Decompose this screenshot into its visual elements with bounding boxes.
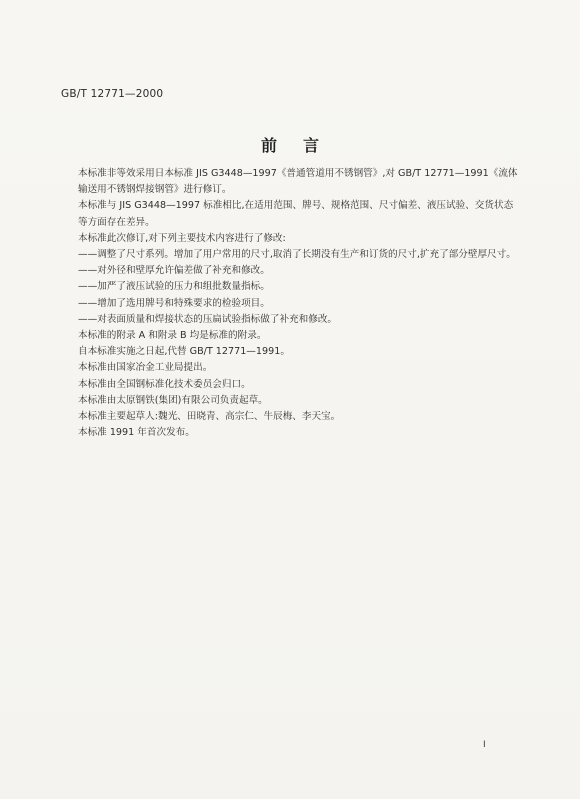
paragraph-revision-intro: 本标准此次修订,对下列主要技术内容进行了修改: <box>78 232 286 244</box>
paragraph-differences: 本标准与 JIS G3448—1997 标准相比,在适用范围、牌号、规格范围、尺寸偏差、液压试验、交货状态等方面存在差异。 <box>78 200 514 228</box>
paragraph-annexes: 本标准的附录 A 和附录 B 均是标准的附录。 <box>78 330 267 342</box>
page-number: I <box>483 740 486 750</box>
standard-code: GB/T 12771—2000 <box>61 88 164 100</box>
foreword-body <box>78 166 520 441</box>
page-title: 前言 <box>260 136 345 155</box>
list-item-tolerance: ——对外径和壁厚允许偏差做了补充和修改。 <box>78 265 270 277</box>
paragraph-adoption: 本标准非等效采用日本标准 JIS G3448—1997《普通管道用不锈钢管》,对 GB/T 12771—1991《流体输送用不锈钢焊接钢管》进行修订。 <box>78 168 518 196</box>
list-item-inspection: ——增加了选用牌号和特殊要求的检验项目。 <box>78 297 270 309</box>
paragraph-drafted-by: 本标准由太原钢铁(集团)有限公司负责起草。 <box>78 394 268 406</box>
list-item-size-series: ——调整了尺寸系列。增加了用户常用的尺寸,取消了长期没有生产和订货的尺寸,扩充了部分壁厚尺寸。 <box>78 249 516 261</box>
paragraph-drafters: 本标准主要起草人:魏光、田晓青、高宗仁、牛辰梅、李天宝。 <box>78 411 341 423</box>
paragraph-replaces: 自本标准实施之日起,代替 GB/T 12771—1991。 <box>78 346 290 358</box>
paragraph-proposed-by: 本标准由国家冶金工业局提出。 <box>78 362 213 374</box>
paragraph-centralized-by: 本标准由全国钢标准化技术委员会归口。 <box>78 378 251 390</box>
list-item-surface-quality: ——对表面质量和焊接状态的压扁试验指标做了补充和修改。 <box>78 313 338 325</box>
list-item-hydraulic-test: ——加严了液压试验的压力和组批数量指标。 <box>78 281 270 293</box>
paragraph-first-issue: 本标准 1991 年首次发布。 <box>78 427 195 439</box>
